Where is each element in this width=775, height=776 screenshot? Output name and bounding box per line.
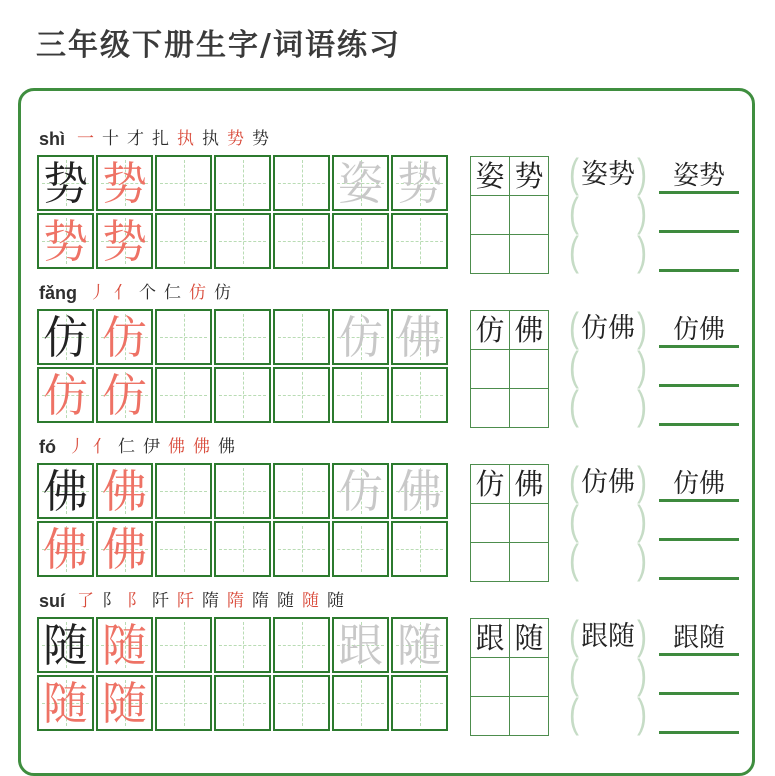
paren-right-icon: ): [637, 537, 647, 583]
stroke-step: 阡: [152, 590, 170, 611]
practice-cell: [37, 521, 94, 577]
paren-right-icon: ): [637, 344, 647, 390]
stroke-step: 丿: [68, 436, 85, 457]
word-grid-cell: [510, 196, 548, 234]
word-underline-row: [659, 502, 739, 541]
paren-row: [561, 691, 655, 737]
paren-row: [561, 344, 655, 390]
stroke-step: 随: [302, 590, 320, 611]
stroke-step: 隋: [202, 590, 220, 611]
word-grid-cell: 仿: [471, 311, 509, 349]
stroke-step: 亻: [93, 436, 110, 457]
underline-column: [659, 617, 739, 734]
word-grid: [470, 310, 549, 428]
practice-cell: [96, 309, 153, 365]
practice-cell: [155, 617, 212, 673]
practice-character: 势: [101, 156, 147, 210]
practice-cell: [273, 155, 330, 211]
paren-left-icon: (: [569, 305, 579, 351]
stroke-order-row: [39, 589, 752, 613]
underline-word: 跟随: [672, 623, 725, 654]
paren-right-icon: ): [637, 151, 647, 197]
word-grid-cell: [471, 235, 509, 273]
practice-cell: [214, 675, 271, 731]
practice-cell: [332, 367, 389, 423]
practice-cell: [96, 155, 153, 211]
stroke-step: 了: [77, 590, 95, 611]
practice-character: 随: [42, 618, 88, 672]
stroke-step: 执: [177, 128, 195, 149]
practice-cell: [155, 309, 212, 365]
word-grid: [470, 156, 549, 274]
practice-cell: [332, 617, 389, 673]
section-body: [37, 613, 752, 737]
practice-cell: [332, 463, 389, 519]
word-grid-cell: [471, 658, 509, 696]
word-grid-cell: [471, 350, 509, 388]
practice-character: 随: [396, 618, 442, 672]
practice-character: 势: [42, 156, 88, 210]
paren-right-icon: ): [637, 305, 647, 351]
practice-cell: [391, 213, 448, 269]
underline-word: 仿佛: [672, 469, 725, 500]
word-grid-cell: [510, 389, 548, 427]
stroke-step: 才: [127, 128, 145, 149]
practice-cell: [96, 675, 153, 731]
page-title: 三年级下册生字/词语练习: [36, 28, 401, 63]
paren-word: 仿佛: [581, 467, 635, 498]
paren-left-icon: (: [569, 498, 579, 544]
paren-row: [561, 190, 655, 236]
practice-character: 佛: [101, 522, 147, 576]
pinyin-label: suí: [39, 590, 66, 611]
stroke-step: 十: [102, 128, 120, 149]
word-grid-cell: [510, 350, 548, 388]
practice-cell: [391, 463, 448, 519]
underline-word: 姿势: [672, 161, 725, 192]
practice-cell: [214, 155, 271, 211]
practice-cell: [155, 521, 212, 577]
character-section: [37, 589, 752, 736]
underline-column: [659, 155, 739, 272]
word-grid-cell: [471, 196, 509, 234]
stroke-step: 隋: [252, 590, 270, 611]
stroke-sequence: [77, 590, 345, 611]
practice-cell: [155, 675, 212, 731]
practice-cell: [391, 675, 448, 731]
stroke-step: 仿: [189, 282, 206, 303]
practice-cell: [155, 367, 212, 423]
stroke-step: 仁: [118, 436, 135, 457]
stroke-step: 亻: [114, 282, 131, 303]
practice-cell: [155, 463, 212, 519]
practice-cell: [391, 617, 448, 673]
word-underline-row: [659, 309, 739, 348]
word-underline-row: [659, 233, 739, 272]
practice-cell: [391, 521, 448, 577]
word-grid-cell: 跟: [471, 619, 509, 657]
word-grid-cell: 姿: [471, 157, 509, 195]
practice-character: 仿: [42, 310, 88, 364]
practice-grid: [37, 155, 448, 269]
word-grid-cell: [510, 658, 548, 696]
practice-character: 姿: [337, 156, 383, 210]
practice-cell: [96, 463, 153, 519]
word-grid-cell: 佛: [510, 311, 548, 349]
practice-cell: [37, 675, 94, 731]
underline-column: [659, 463, 739, 580]
practice-character: 随: [42, 676, 88, 730]
paren-word: 仿佛: [581, 313, 635, 344]
paren-row: [561, 652, 655, 698]
practice-cell: [214, 309, 271, 365]
word-underline-row: [659, 194, 739, 233]
word-grid-cell: [471, 697, 509, 735]
practice-cell: [332, 521, 389, 577]
stroke-sequence: [68, 436, 235, 457]
stroke-step: 执: [202, 128, 220, 149]
practice-cell: [332, 309, 389, 365]
practice-cell: [37, 309, 94, 365]
pinyin-label: shì: [39, 128, 66, 149]
stroke-step: 佛: [218, 436, 235, 457]
practice-character: 佛: [101, 464, 147, 518]
practice-cell: [96, 617, 153, 673]
paren-row: [561, 459, 655, 505]
practice-character: 仿: [101, 310, 147, 364]
paren-right-icon: ): [637, 383, 647, 429]
stroke-step: 伊: [143, 436, 160, 457]
paren-right-icon: ): [637, 190, 647, 236]
word-grid-cell: [471, 543, 509, 581]
practice-cell: [96, 213, 153, 269]
practice-cell: [273, 617, 330, 673]
stroke-step: 个: [139, 282, 156, 303]
practice-cell: [332, 155, 389, 211]
practice-character: 仿: [337, 464, 383, 518]
pinyin-label: fó: [39, 436, 56, 457]
practice-cell: [96, 367, 153, 423]
paren-left-icon: (: [569, 190, 579, 236]
stroke-step: 隋: [227, 590, 245, 611]
paren-word: 姿势: [581, 159, 635, 190]
stroke-step: 佛: [193, 436, 210, 457]
paren-right-icon: ): [637, 459, 647, 505]
word-grid-cell: [510, 235, 548, 273]
underline-column: [659, 309, 739, 426]
practice-character: 随: [101, 676, 147, 730]
practice-cell: [37, 617, 94, 673]
word-underline-row: [659, 656, 739, 695]
paren-row: [561, 498, 655, 544]
paren-row: [561, 151, 655, 197]
section-body: [37, 151, 752, 275]
practice-cell: [391, 309, 448, 365]
practice-cell: [155, 155, 212, 211]
word-grid: [470, 464, 549, 582]
pinyin-label: fǎng: [39, 282, 77, 303]
stroke-step: 阝: [102, 590, 120, 611]
stroke-order-row: [39, 435, 752, 459]
practice-cell: [37, 367, 94, 423]
word-underline-row: [659, 617, 739, 656]
word-underline-row: [659, 463, 739, 502]
paren-right-icon: ): [637, 498, 647, 544]
paren-left-icon: (: [569, 151, 579, 197]
word-underline-row: [659, 155, 739, 194]
paren-row: [561, 613, 655, 659]
practice-character: 仿: [42, 368, 88, 422]
practice-cell: [332, 213, 389, 269]
paren-left-icon: (: [569, 537, 579, 583]
underline-word: 仿佛: [672, 315, 725, 346]
stroke-step: 扎: [152, 128, 170, 149]
practice-character: 佛: [42, 464, 88, 518]
paren-left-icon: (: [569, 459, 579, 505]
word-grid-cell: 仿: [471, 465, 509, 503]
practice-cell: [214, 463, 271, 519]
paren-column: [561, 613, 655, 737]
practice-cell: [96, 521, 153, 577]
word-underline-row: [659, 541, 739, 580]
word-underline-row: [659, 387, 739, 426]
paren-left-icon: (: [569, 229, 579, 275]
practice-cell: [37, 463, 94, 519]
stroke-step: 仁: [164, 282, 181, 303]
practice-cell: [214, 367, 271, 423]
practice-cell: [332, 675, 389, 731]
stroke-order-row: [39, 127, 752, 151]
practice-cell: [214, 617, 271, 673]
practice-grid: [37, 463, 448, 577]
word-grid-cell: [510, 504, 548, 542]
practice-cell: [37, 213, 94, 269]
worksheet-container: [18, 88, 755, 776]
paren-column: [561, 305, 655, 429]
word-grid-cell: 势: [510, 157, 548, 195]
character-section: [37, 281, 752, 428]
character-section: [37, 435, 752, 582]
practice-cell: [155, 213, 212, 269]
practice-cell: [273, 213, 330, 269]
practice-character: 势: [42, 214, 88, 268]
practice-character: 势: [101, 214, 147, 268]
word-underline-row: [659, 695, 739, 734]
paren-row: [561, 229, 655, 275]
paren-right-icon: ): [637, 229, 647, 275]
word-underline-row: [659, 348, 739, 387]
practice-character: 仿: [101, 368, 147, 422]
practice-grid: [37, 617, 448, 731]
practice-cell: [214, 213, 271, 269]
practice-character: 仿: [337, 310, 383, 364]
stroke-step: 丿: [89, 282, 106, 303]
stroke-step: 仿: [214, 282, 231, 303]
practice-cell: [37, 155, 94, 211]
word-grid-cell: 佛: [510, 465, 548, 503]
stroke-step: 佛: [168, 436, 185, 457]
practice-cell: [391, 367, 448, 423]
practice-character: 佛: [396, 464, 442, 518]
practice-cell: [391, 155, 448, 211]
word-grid-cell: 随: [510, 619, 548, 657]
word-grid: [470, 618, 549, 736]
paren-left-icon: (: [569, 383, 579, 429]
paren-column: [561, 151, 655, 275]
paren-left-icon: (: [569, 344, 579, 390]
paren-row: [561, 537, 655, 583]
practice-character: 随: [101, 618, 147, 672]
section-body: [37, 305, 752, 429]
practice-character: 佛: [396, 310, 442, 364]
paren-right-icon: ): [637, 652, 647, 698]
character-section: [37, 127, 752, 274]
practice-character: 势: [396, 156, 442, 210]
practice-cell: [214, 521, 271, 577]
paren-right-icon: ): [637, 613, 647, 659]
word-grid-cell: [471, 504, 509, 542]
practice-character: 跟: [337, 618, 383, 672]
stroke-sequence: [77, 128, 270, 149]
stroke-sequence: [89, 282, 231, 303]
stroke-step: 随: [277, 590, 295, 611]
stroke-step: 阡: [177, 590, 195, 611]
practice-cell: [273, 675, 330, 731]
stroke-step: 势: [227, 128, 245, 149]
paren-word: 跟随: [581, 621, 635, 652]
paren-left-icon: (: [569, 613, 579, 659]
practice-character: 佛: [42, 522, 88, 576]
word-grid-cell: [510, 543, 548, 581]
paren-row: [561, 383, 655, 429]
paren-column: [561, 459, 655, 583]
word-grid-cell: [510, 697, 548, 735]
paren-left-icon: (: [569, 652, 579, 698]
stroke-step: 势: [252, 128, 270, 149]
section-body: [37, 459, 752, 583]
practice-cell: [273, 309, 330, 365]
practice-cell: [273, 367, 330, 423]
stroke-step: 阝: [127, 590, 145, 611]
practice-grid: [37, 309, 448, 423]
practice-cell: [273, 463, 330, 519]
practice-cell: [273, 521, 330, 577]
paren-row: [561, 305, 655, 351]
paren-right-icon: ): [637, 691, 647, 737]
stroke-step: 随: [327, 590, 345, 611]
paren-left-icon: (: [569, 691, 579, 737]
stroke-order-row: [39, 281, 752, 305]
word-grid-cell: [471, 389, 509, 427]
stroke-step: 一: [77, 128, 95, 149]
